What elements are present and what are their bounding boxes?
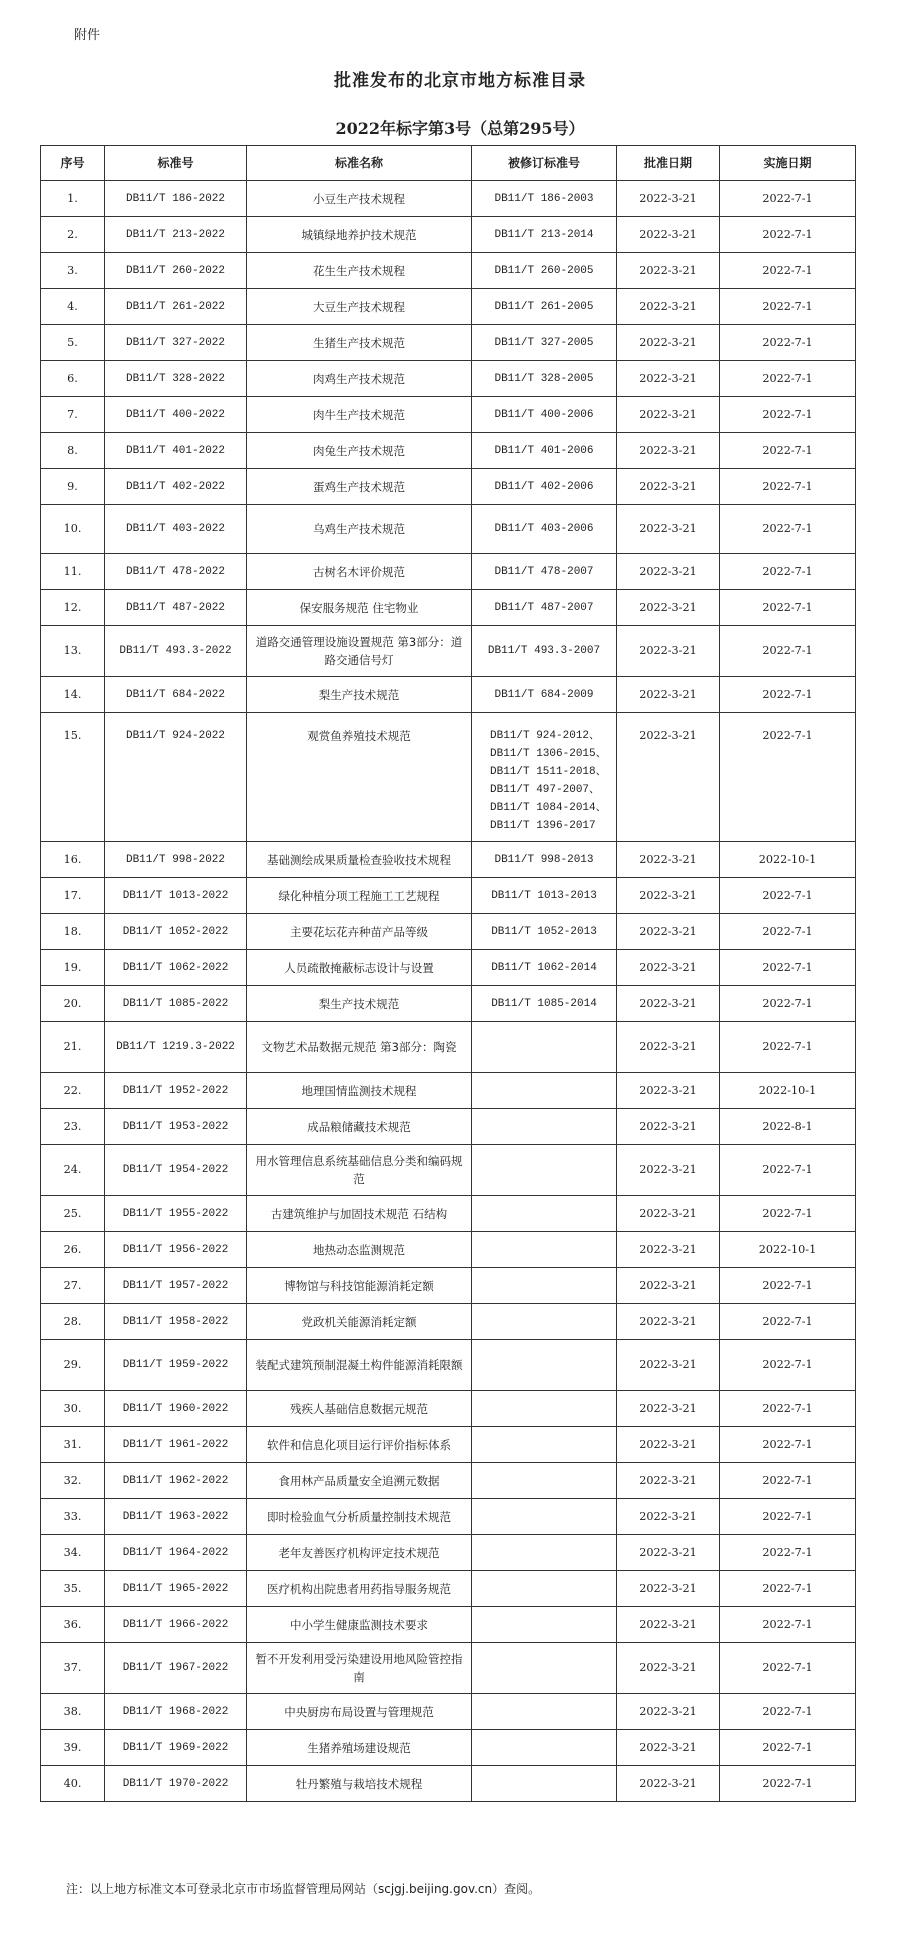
cell-serial: 26. — [41, 1232, 105, 1268]
cell-implementation-date: 2022-7-1 — [720, 1145, 856, 1196]
cell-implementation-date: 2022-10-1 — [720, 842, 856, 878]
cell-approval-date: 2022-3-21 — [617, 505, 720, 554]
table-row — [41, 253, 856, 289]
cell-approval-date: 2022-3-21 — [617, 554, 720, 590]
cell-serial: 25. — [41, 1196, 105, 1232]
cell-implementation-date: 2022-7-1 — [720, 1571, 856, 1607]
cell-serial: 23. — [41, 1109, 105, 1145]
cell-standard-no: DB11/T 684-2022 — [105, 677, 247, 713]
cell-revised-standard: DB11/T 1062-2014 — [472, 950, 617, 986]
cell-serial: 20. — [41, 986, 105, 1022]
cell-revised-standard — [472, 1643, 617, 1694]
footnote: 注：以上地方标准文本可登录北京市市场监督管理局网站（scjgj.beijing.gov.cn）查阅。 — [66, 1882, 541, 1896]
cell-serial: 12. — [41, 590, 105, 626]
cell-serial: 37. — [41, 1643, 105, 1694]
cell-revised-standard: DB11/T 487-2007 — [472, 590, 617, 626]
cell-implementation-date: 2022-7-1 — [720, 289, 856, 325]
cell-revised-standard: DB11/T 260-2005 — [472, 253, 617, 289]
cell-serial: 10. — [41, 505, 105, 554]
cell-revised-standard: DB11/T 261-2005 — [472, 289, 617, 325]
cell-implementation-date: 2022-7-1 — [720, 626, 856, 677]
cell-implementation-date: 2022-7-1 — [720, 1196, 856, 1232]
cell-standard-name: 道路交通管理设施设置规范 第3部分：道路交通信号灯 — [247, 626, 472, 677]
cell-implementation-date: 2022-7-1 — [720, 1607, 856, 1643]
revised-standard-line: DB11/T 1084-2014、 — [490, 802, 607, 814]
attachment-label: 附件 — [74, 28, 101, 43]
cell-revised-standard — [472, 1766, 617, 1802]
cell-serial: 24. — [41, 1145, 105, 1196]
table-row — [41, 713, 856, 842]
cell-approval-date: 2022-3-21 — [617, 1463, 720, 1499]
cell-standard-no: DB11/T 1968-2022 — [105, 1694, 247, 1730]
cell-approval-date: 2022-3-21 — [617, 1571, 720, 1607]
cell-standard-no: DB11/T 1953-2022 — [105, 1109, 247, 1145]
table-row — [41, 1232, 856, 1268]
cell-approval-date: 2022-3-21 — [617, 842, 720, 878]
cell-standard-name: 暂不开发利用受污染建设用地风险管控指南 — [247, 1643, 472, 1694]
cell-approval-date: 2022-3-21 — [617, 1391, 720, 1427]
revised-standard-line: DB11/T 1306-2015、 — [490, 748, 607, 760]
cell-implementation-date: 2022-7-1 — [720, 469, 856, 505]
cell-serial: 3. — [41, 253, 105, 289]
cell-standard-no: DB11/T 1964-2022 — [105, 1535, 247, 1571]
cell-standard-name: 中央厨房布局设置与管理规范 — [247, 1694, 472, 1730]
cell-standard-no: DB11/T 261-2022 — [105, 289, 247, 325]
table-row — [41, 878, 856, 914]
table-row — [41, 1694, 856, 1730]
cell-serial: 21. — [41, 1022, 105, 1073]
cell-implementation-date: 2022-7-1 — [720, 1643, 856, 1694]
cell-serial: 33. — [41, 1499, 105, 1535]
cell-standard-name: 牡丹繁殖与栽培技术规程 — [247, 1766, 472, 1802]
cell-standard-no: DB11/T 1970-2022 — [105, 1766, 247, 1802]
table-row — [41, 433, 856, 469]
cell-serial: 16. — [41, 842, 105, 878]
cell-standard-no: DB11/T 1952-2022 — [105, 1073, 247, 1109]
cell-standard-name: 古建筑维护与加固技术规范 石结构 — [247, 1196, 472, 1232]
table-row — [41, 1304, 856, 1340]
cell-serial: 17. — [41, 878, 105, 914]
cell-implementation-date: 2022-7-1 — [720, 181, 856, 217]
document-title: 批准发布的北京市地方标准目录 — [334, 71, 586, 91]
cell-approval-date: 2022-3-21 — [617, 878, 720, 914]
cell-standard-no: DB11/T 1062-2022 — [105, 950, 247, 986]
header-standard-no: 标准号 — [105, 146, 247, 181]
header-revised-standard: 被修订标准号 — [472, 146, 617, 181]
cell-approval-date: 2022-3-21 — [617, 626, 720, 677]
table-row — [41, 1730, 856, 1766]
cell-serial: 5. — [41, 325, 105, 361]
cell-approval-date: 2022-3-21 — [617, 253, 720, 289]
cell-standard-name: 文物艺术品数据元规范 第3部分：陶瓷 — [247, 1022, 472, 1073]
cell-revised-standard — [472, 1694, 617, 1730]
cell-standard-no: DB11/T 260-2022 — [105, 253, 247, 289]
cell-standard-name: 地理国情监测技术规程 — [247, 1073, 472, 1109]
revised-standard-line: DB11/T 1396-2017 — [490, 820, 596, 832]
cell-standard-name: 医疗机构出院患者用药指导服务规范 — [247, 1571, 472, 1607]
cell-standard-name: 党政机关能源消耗定额 — [247, 1304, 472, 1340]
cell-standard-no: DB11/T 998-2022 — [105, 842, 247, 878]
table-row — [41, 950, 856, 986]
cell-revised-standard — [472, 1196, 617, 1232]
cell-approval-date: 2022-3-21 — [617, 1607, 720, 1643]
cell-implementation-date: 2022-7-1 — [720, 253, 856, 289]
cell-revised-standard: DB11/T 998-2013 — [472, 842, 617, 878]
cell-serial: 28. — [41, 1304, 105, 1340]
cell-standard-name: 梨生产技术规范 — [247, 677, 472, 713]
cell-implementation-date: 2022-7-1 — [720, 950, 856, 986]
cell-approval-date: 2022-3-21 — [617, 181, 720, 217]
cell-approval-date: 2022-3-21 — [617, 1730, 720, 1766]
table-row — [41, 1145, 856, 1196]
table-row — [41, 469, 856, 505]
cell-standard-name: 小豆生产技术规程 — [247, 181, 472, 217]
cell-revised-standard: DB11/T 402-2006 — [472, 469, 617, 505]
table-row — [41, 554, 856, 590]
cell-implementation-date: 2022-7-1 — [720, 1391, 856, 1427]
cell-standard-no: DB11/T 401-2022 — [105, 433, 247, 469]
cell-standard-name: 装配式建筑预制混凝土构件能源消耗限额 — [247, 1340, 472, 1391]
cell-serial: 14. — [41, 677, 105, 713]
cell-standard-no: DB11/T 1961-2022 — [105, 1427, 247, 1463]
table-row — [41, 986, 856, 1022]
cell-approval-date: 2022-3-21 — [617, 677, 720, 713]
cell-approval-date: 2022-3-21 — [617, 1340, 720, 1391]
table-row — [41, 1268, 856, 1304]
cell-standard-no: DB11/T 327-2022 — [105, 325, 247, 361]
cell-approval-date: 2022-3-21 — [617, 590, 720, 626]
table-row — [41, 1535, 856, 1571]
cell-standard-no: DB11/T 1957-2022 — [105, 1268, 247, 1304]
table-row — [41, 1196, 856, 1232]
cell-implementation-date: 2022-7-1 — [720, 361, 856, 397]
cell-standard-no: DB11/T 403-2022 — [105, 505, 247, 554]
cell-approval-date: 2022-3-21 — [617, 1232, 720, 1268]
cell-revised-standard: DB11/T 400-2006 — [472, 397, 617, 433]
table-row — [41, 677, 856, 713]
cell-approval-date: 2022-3-21 — [617, 1499, 720, 1535]
cell-revised-standard — [472, 1463, 617, 1499]
cell-implementation-date: 2022-10-1 — [720, 1073, 856, 1109]
cell-serial: 19. — [41, 950, 105, 986]
cell-standard-no: DB11/T 1965-2022 — [105, 1571, 247, 1607]
cell-standard-name: 基础测绘成果质量检查验收技术规程 — [247, 842, 472, 878]
cell-implementation-date: 2022-7-1 — [720, 1766, 856, 1802]
revised-standard-line: DB11/T 1511-2018、 — [490, 766, 607, 778]
cell-standard-name: 中小学生健康监测技术要求 — [247, 1607, 472, 1643]
cell-serial: 36. — [41, 1607, 105, 1643]
table-row — [41, 181, 856, 217]
cell-implementation-date: 2022-7-1 — [720, 1268, 856, 1304]
cell-revised-standard: DB11/T 403-2006 — [472, 505, 617, 554]
cell-approval-date: 2022-3-21 — [617, 217, 720, 253]
cell-revised-standard — [472, 1304, 617, 1340]
cell-serial: 9. — [41, 469, 105, 505]
table-row — [41, 1643, 856, 1694]
cell-standard-no: DB11/T 1085-2022 — [105, 986, 247, 1022]
table-row — [41, 397, 856, 433]
cell-approval-date: 2022-3-21 — [617, 1073, 720, 1109]
table-row — [41, 1463, 856, 1499]
cell-revised-standard: DB11/T 1085-2014 — [472, 986, 617, 1022]
cell-implementation-date: 2022-7-1 — [720, 1694, 856, 1730]
cell-standard-no: DB11/T 493.3-2022 — [105, 626, 247, 677]
cell-standard-no: DB11/T 1967-2022 — [105, 1643, 247, 1694]
cell-standard-name: 用水管理信息系统基础信息分类和编码规范 — [247, 1145, 472, 1196]
cell-revised-standard: DB11/T 327-2005 — [472, 325, 617, 361]
cell-revised-standard: DB11/T 1013-2013 — [472, 878, 617, 914]
cell-implementation-date: 2022-7-1 — [720, 677, 856, 713]
cell-implementation-date: 2022-7-1 — [720, 1463, 856, 1499]
cell-standard-no: DB11/T 402-2022 — [105, 469, 247, 505]
cell-serial: 2. — [41, 217, 105, 253]
cell-standard-name: 花生生产技术规程 — [247, 253, 472, 289]
table-row — [41, 1073, 856, 1109]
cell-revised-standard: DB11/T 1052-2013 — [472, 914, 617, 950]
cell-implementation-date: 2022-7-1 — [720, 217, 856, 253]
cell-approval-date: 2022-3-21 — [617, 986, 720, 1022]
cell-standard-name: 食用林产品质量安全追溯元数据 — [247, 1463, 472, 1499]
cell-serial: 22. — [41, 1073, 105, 1109]
cell-revised-standard: DB11/T 186-2003 — [472, 181, 617, 217]
cell-revised-standard — [472, 713, 617, 842]
cell-approval-date: 2022-3-21 — [617, 1022, 720, 1073]
cell-revised-standard: DB11/T 684-2009 — [472, 677, 617, 713]
cell-revised-standard: DB11/T 493.3-2007 — [472, 626, 617, 677]
cell-implementation-date: 2022-7-1 — [720, 505, 856, 554]
header-implementation-date: 实施日期 — [720, 146, 856, 181]
table-row — [41, 1607, 856, 1643]
cell-standard-name: 生猪生产技术规范 — [247, 325, 472, 361]
document-subtitle: 2022年标字第3号（总第295号） — [335, 119, 585, 138]
cell-serial: 35. — [41, 1571, 105, 1607]
cell-standard-no: DB11/T 1954-2022 — [105, 1145, 247, 1196]
cell-standard-no: DB11/T 213-2022 — [105, 217, 247, 253]
cell-serial: 13. — [41, 626, 105, 677]
cell-serial: 34. — [41, 1535, 105, 1571]
cell-serial: 6. — [41, 361, 105, 397]
cell-approval-date: 2022-3-21 — [617, 289, 720, 325]
cell-serial: 15. — [41, 713, 105, 842]
cell-revised-standard — [472, 1607, 617, 1643]
cell-implementation-date: 2022-7-1 — [720, 1022, 856, 1073]
table-row — [41, 1766, 856, 1802]
cell-standard-name: 乌鸡生产技术规范 — [247, 505, 472, 554]
table-row — [41, 505, 856, 554]
cell-revised-standard — [472, 1730, 617, 1766]
cell-standard-no: DB11/T 1958-2022 — [105, 1304, 247, 1340]
cell-revised-standard: DB11/T 478-2007 — [472, 554, 617, 590]
cell-revised-standard: DB11/T 401-2006 — [472, 433, 617, 469]
cell-standard-no: DB11/T 1962-2022 — [105, 1463, 247, 1499]
cell-standard-name: 肉牛生产技术规范 — [247, 397, 472, 433]
cell-revised-standard — [472, 1268, 617, 1304]
cell-implementation-date: 2022-7-1 — [720, 986, 856, 1022]
table-row — [41, 590, 856, 626]
cell-approval-date: 2022-3-21 — [617, 914, 720, 950]
table-row — [41, 842, 856, 878]
cell-implementation-date: 2022-7-1 — [720, 1340, 856, 1391]
cell-approval-date: 2022-3-21 — [617, 1766, 720, 1802]
cell-standard-no: DB11/T 487-2022 — [105, 590, 247, 626]
table-row — [41, 1427, 856, 1463]
cell-standard-name: 保安服务规范 住宅物业 — [247, 590, 472, 626]
cell-revised-standard — [472, 1022, 617, 1073]
table-row — [41, 325, 856, 361]
cell-approval-date: 2022-3-21 — [617, 713, 720, 842]
cell-approval-date: 2022-3-21 — [617, 325, 720, 361]
cell-serial: 38. — [41, 1694, 105, 1730]
cell-revised-standard — [472, 1391, 617, 1427]
cell-revised-standard — [472, 1427, 617, 1463]
cell-implementation-date: 2022-10-1 — [720, 1232, 856, 1268]
cell-standard-name: 博物馆与科技馆能源消耗定额 — [247, 1268, 472, 1304]
table-row — [41, 289, 856, 325]
cell-approval-date: 2022-3-21 — [617, 361, 720, 397]
cell-implementation-date: 2022-7-1 — [720, 1427, 856, 1463]
cell-standard-no: DB11/T 328-2022 — [105, 361, 247, 397]
cell-standard-name: 城镇绿地养护技术规范 — [247, 217, 472, 253]
table-row — [41, 626, 856, 677]
cell-standard-name: 即时检验血气分析质量控制技术规范 — [247, 1499, 472, 1535]
cell-standard-no: DB11/T 1219.3-2022 — [105, 1022, 247, 1073]
cell-approval-date: 2022-3-21 — [617, 950, 720, 986]
cell-standard-name: 软件和信息化项目运行评价指标体系 — [247, 1427, 472, 1463]
revised-standard-line: DB11/T 924-2012、 — [490, 730, 601, 742]
cell-standard-no: DB11/T 478-2022 — [105, 554, 247, 590]
cell-serial: 11. — [41, 554, 105, 590]
cell-standard-name: 老年友善医疗机构评定技术规范 — [247, 1535, 472, 1571]
cell-implementation-date: 2022-7-1 — [720, 590, 856, 626]
cell-implementation-date: 2022-7-1 — [720, 1730, 856, 1766]
header-standard-name: 标准名称 — [247, 146, 472, 181]
cell-implementation-date: 2022-7-1 — [720, 1304, 856, 1340]
cell-revised-standard — [472, 1499, 617, 1535]
cell-implementation-date: 2022-7-1 — [720, 1535, 856, 1571]
cell-serial: 27. — [41, 1268, 105, 1304]
cell-revised-standard — [472, 1340, 617, 1391]
cell-standard-no: DB11/T 1966-2022 — [105, 1607, 247, 1643]
cell-serial: 8. — [41, 433, 105, 469]
cell-implementation-date: 2022-7-1 — [720, 325, 856, 361]
cell-revised-standard — [472, 1109, 617, 1145]
cell-serial: 7. — [41, 397, 105, 433]
cell-serial: 40. — [41, 1766, 105, 1802]
cell-implementation-date: 2022-7-1 — [720, 433, 856, 469]
table-row — [41, 1109, 856, 1145]
cell-serial: 32. — [41, 1463, 105, 1499]
cell-standard-name: 地热动态监测规范 — [247, 1232, 472, 1268]
cell-serial: 31. — [41, 1427, 105, 1463]
cell-implementation-date: 2022-7-1 — [720, 554, 856, 590]
cell-standard-name: 人员疏散掩蔽标志设计与设置 — [247, 950, 472, 986]
cell-serial: 30. — [41, 1391, 105, 1427]
cell-standard-no: DB11/T 186-2022 — [105, 181, 247, 217]
cell-implementation-date: 2022-8-1 — [720, 1109, 856, 1145]
header-approval-date: 批准日期 — [617, 146, 720, 181]
cell-implementation-date: 2022-7-1 — [720, 914, 856, 950]
cell-revised-standard — [472, 1571, 617, 1607]
table-body — [41, 181, 856, 1802]
cell-serial: 29. — [41, 1340, 105, 1391]
cell-revised-standard: DB11/T 328-2005 — [472, 361, 617, 397]
table-row — [41, 1391, 856, 1427]
cell-serial: 4. — [41, 289, 105, 325]
cell-implementation-date: 2022-7-1 — [720, 713, 856, 842]
cell-implementation-date: 2022-7-1 — [720, 397, 856, 433]
table-row — [41, 914, 856, 950]
cell-approval-date: 2022-3-21 — [617, 433, 720, 469]
cell-standard-no: DB11/T 1963-2022 — [105, 1499, 247, 1535]
cell-approval-date: 2022-3-21 — [617, 397, 720, 433]
table-row — [41, 1499, 856, 1535]
table-row — [41, 217, 856, 253]
cell-standard-name: 成品粮储藏技术规范 — [247, 1109, 472, 1145]
table-header-row — [41, 146, 856, 181]
cell-serial: 1. — [41, 181, 105, 217]
cell-revised-standard — [472, 1232, 617, 1268]
cell-standard-name: 残疾人基础信息数据元规范 — [247, 1391, 472, 1427]
cell-standard-no: DB11/T 1960-2022 — [105, 1391, 247, 1427]
cell-standard-no: DB11/T 1956-2022 — [105, 1232, 247, 1268]
cell-standard-name: 肉鸡生产技术规范 — [247, 361, 472, 397]
cell-revised-standard — [472, 1535, 617, 1571]
cell-implementation-date: 2022-7-1 — [720, 878, 856, 914]
cell-implementation-date: 2022-7-1 — [720, 1499, 856, 1535]
revised-standard-line: DB11/T 497-2007、 — [490, 784, 601, 796]
cell-standard-name: 主要花坛花卉种苗产品等级 — [247, 914, 472, 950]
cell-standard-name: 大豆生产技术规程 — [247, 289, 472, 325]
cell-revised-standard — [472, 1145, 617, 1196]
table-row — [41, 1340, 856, 1391]
cell-standard-name: 生猪养殖场建设规范 — [247, 1730, 472, 1766]
cell-approval-date: 2022-3-21 — [617, 469, 720, 505]
cell-approval-date: 2022-3-21 — [617, 1694, 720, 1730]
cell-standard-no: DB11/T 1969-2022 — [105, 1730, 247, 1766]
cell-standard-name: 绿化种植分项工程施工工艺规程 — [247, 878, 472, 914]
table-row — [41, 1022, 856, 1073]
cell-approval-date: 2022-3-21 — [617, 1196, 720, 1232]
cell-approval-date: 2022-3-21 — [617, 1304, 720, 1340]
cell-serial: 18. — [41, 914, 105, 950]
header-serial: 序号 — [41, 146, 105, 181]
cell-standard-name: 观赏鱼养殖技术规范 — [247, 713, 472, 842]
cell-serial: 39. — [41, 1730, 105, 1766]
cell-standard-no: DB11/T 400-2022 — [105, 397, 247, 433]
cell-approval-date: 2022-3-21 — [617, 1643, 720, 1694]
cell-standard-no: DB11/T 1052-2022 — [105, 914, 247, 950]
cell-standard-name: 梨生产技术规范 — [247, 986, 472, 1022]
cell-approval-date: 2022-3-21 — [617, 1535, 720, 1571]
cell-standard-name: 古树名木评价规范 — [247, 554, 472, 590]
table-row — [41, 1571, 856, 1607]
cell-approval-date: 2022-3-21 — [617, 1109, 720, 1145]
cell-approval-date: 2022-3-21 — [617, 1145, 720, 1196]
cell-standard-name: 蛋鸡生产技术规范 — [247, 469, 472, 505]
cell-standard-name: 肉兔生产技术规范 — [247, 433, 472, 469]
cell-approval-date: 2022-3-21 — [617, 1427, 720, 1463]
cell-standard-no: DB11/T 1013-2022 — [105, 878, 247, 914]
cell-approval-date: 2022-3-21 — [617, 1268, 720, 1304]
cell-revised-standard: DB11/T 213-2014 — [472, 217, 617, 253]
cell-standard-no: DB11/T 1955-2022 — [105, 1196, 247, 1232]
cell-standard-no: DB11/T 924-2022 — [105, 713, 247, 842]
standards-table — [40, 145, 856, 1802]
cell-revised-standard — [472, 1073, 617, 1109]
cell-standard-no: DB11/T 1959-2022 — [105, 1340, 247, 1391]
table-row — [41, 361, 856, 397]
